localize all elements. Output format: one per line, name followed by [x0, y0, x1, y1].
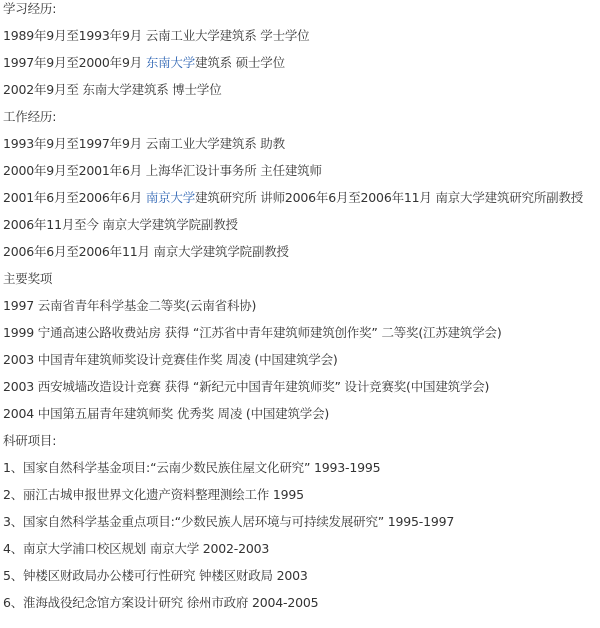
study-item-2-suffix: 建筑系 硕士学位: [195, 55, 285, 70]
study-item-2-prefix: 1997年9月至2000年9月: [3, 55, 146, 70]
heading-research: 科研项目:: [3, 433, 57, 448]
study-item-1: 1989年9月至1993年9月 云南工业大学建筑系 学士学位: [3, 28, 310, 43]
award-item-3: 2003 中国青年建筑师奖设计竞赛佳作奖 周凌 (中国建筑学会): [3, 352, 338, 367]
work-item-3-suffix: 建筑研究所 讲师2006年6月至2006年11月 南京大学建筑研究所副教授: [195, 190, 584, 205]
research-item-5: 5、钟楼区财政局办公楼可行性研究 钟楼区财政局 2003: [3, 568, 308, 583]
award-item-1: 1997 云南省青年科学基金二等奖(云南省科协): [3, 298, 257, 313]
work-item-1: 1993年9月至1997年9月 云南工业大学建筑系 助教: [3, 136, 285, 151]
research-item-2: 2、丽江古城申报世界文化遗产资料整理测绘工作 1995: [3, 487, 304, 502]
study-item-2: [3, 55, 285, 71]
work-item-3-prefix: 2001年6月至2006年6月: [3, 190, 146, 205]
study-item-3: 2002年9月至 东南大学建筑系 博士学位: [3, 82, 222, 97]
award-item-4: 2003 西安城墙改造设计竞赛 获得 “新纪元中国青年建筑师奖” 设计竞赛奖(中国建筑学会): [3, 379, 490, 394]
work-item-3: [3, 190, 583, 206]
work-item-4: 2006年11月至今 南京大学建筑学院副教授: [3, 217, 238, 232]
award-item-2: 1999 宁通高速公路收费站房 获得 “江苏省中青年建筑师建筑创作奖” 二等奖(江苏建筑学会): [3, 325, 502, 340]
research-item-6: 6、淮海战役纪念馆方案设计研究 徐州市政府 2004-2005: [3, 595, 319, 610]
heading-awards: 主要奖项: [3, 271, 53, 286]
link-nanjing-university[interactable]: 南京大学: [145, 190, 196, 205]
link-southeast-university[interactable]: 东南大学: [145, 55, 196, 70]
work-item-5: 2006年6月至2006年11月 南京大学建筑学院副教授: [3, 244, 289, 259]
work-item-2: 2000年9月至2001年6月 上海华汇设计事务所 主任建筑师: [3, 163, 322, 178]
research-item-1: 1、国家自然科学基金项目:“云南少数民族住屋文化研究” 1993-1995: [3, 460, 381, 475]
research-item-3: 3、国家自然科学基金重点项目:“少数民族人居环境与可持续发展研究” 1995-1997: [3, 514, 455, 529]
award-item-5: 2004 中国第五届青年建筑师奖 优秀奖 周凌 (中国建筑学会): [3, 406, 330, 421]
research-item-4: 4、南京大学浦口校区规划 南京大学 2002-2003: [3, 541, 270, 556]
heading-study: 学习经历:: [3, 1, 57, 16]
heading-work: 工作经历:: [3, 109, 57, 124]
